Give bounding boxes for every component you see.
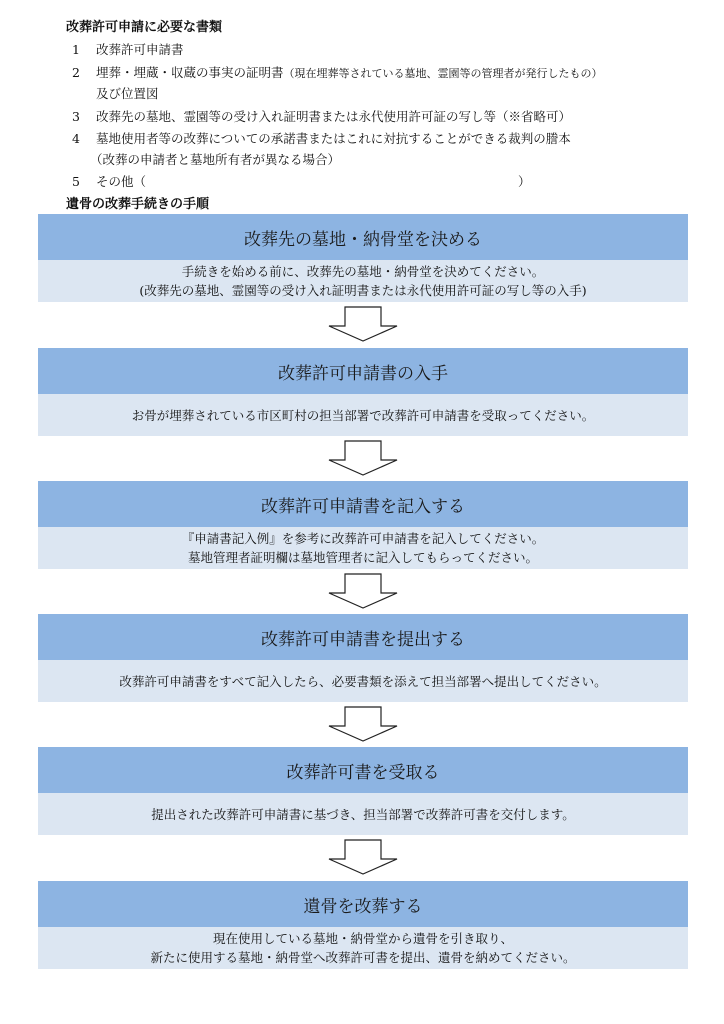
flow-step-2: [38, 348, 688, 436]
flow-title: 遺骨の改葬手続きの手順: [66, 197, 210, 212]
down-arrow-icon: [328, 573, 398, 609]
flow-step-line: 現在使用している墓地・納骨堂から遺骨を引き取り、: [212, 931, 513, 946]
requirement-text: その他（: [96, 174, 147, 189]
flow-step-3: [38, 481, 688, 569]
requirement-note: （現在埋葬等されている墓地、霊園等の管理者が発行したもの）: [283, 67, 603, 80]
requirement-text: 改葬許可申請書: [96, 42, 184, 57]
flow-step-heading: 改葬先の墓地・納骨堂を決める: [38, 214, 688, 260]
flow-step-6: [38, 881, 688, 969]
flow-step-5: [38, 747, 688, 835]
flow-step-description: [38, 260, 688, 302]
flow-step-heading: 改葬許可申請書を提出する: [38, 614, 688, 660]
requirement-continuation: 及び位置図: [96, 86, 159, 101]
requirement-continuation: （改葬の申請者と墓地所有者が異なる場合）: [90, 152, 341, 167]
requirement-item-4: [72, 130, 571, 148]
down-arrow-icon: [328, 706, 398, 742]
down-arrow-icon: [328, 440, 398, 476]
flow-step-description: [38, 527, 688, 569]
requirement-number: 2: [72, 65, 80, 80]
flow-step-description: [38, 793, 688, 835]
requirement-text: 埋葬・埋蔵・収蔵の事実の証明書: [96, 65, 284, 80]
flow-step-4: [38, 614, 688, 702]
flow-step-line: お骨が埋葬されている市区町村の担当部署で改葬許可申請書を受取ってください。: [131, 407, 595, 423]
requirements-title: 改葬許可申請に必要な書類: [66, 20, 223, 35]
flow-step-line: 墓地管理者証明欄は墓地管理者に記入してもらってください。: [187, 550, 538, 565]
requirement-number: 4: [72, 131, 80, 146]
down-arrow-icon: [328, 839, 398, 875]
requirement-item-1: [72, 41, 184, 59]
requirement-item-2: [72, 64, 603, 83]
requirement-number: 1: [72, 42, 80, 57]
requirement-number: 5: [72, 174, 80, 189]
requirement-item-5: [72, 173, 146, 191]
flow-step-line: 提出された改葬許可申請書に基づき、担当部署で改葬許可書を交付します。: [151, 806, 575, 822]
flow-step-1: [38, 214, 688, 302]
flow-step-heading: 改葬許可申請書を記入する: [38, 481, 688, 527]
requirement-item-3: [72, 108, 571, 126]
requirement-text: 墓地使用者等の改葬についての承諾書またはこれに対抗することができる裁判の謄本: [96, 131, 571, 146]
down-arrow-icon: [328, 306, 398, 342]
flow-step-description: [38, 660, 688, 702]
flow-step-line: 新たに使用する墓地・納骨堂へ改葬許可書を提出、遺骨を納めてください。: [150, 950, 576, 965]
flow-step-description: [38, 394, 688, 436]
flow-step-heading: 改葬許可申請書の入手: [38, 348, 688, 394]
flow-step-line: (改葬先の墓地、霊園等の受け入れ証明書または永代使用許可証の写し等の入手): [139, 283, 587, 298]
flow-step-heading: 遺骨を改葬する: [38, 881, 688, 927]
requirement-number: 3: [72, 109, 80, 124]
flow-step-line: 『申請書記入例』を参考に改葬許可申請書を記入してください。: [181, 531, 545, 546]
flow-step-heading: 改葬許可書を受取る: [38, 747, 688, 793]
flow-step-line: 改葬許可申請書をすべて記入したら、必要書類を添えて担当部署へ提出してください。: [119, 673, 607, 689]
flow-step-description: [38, 927, 688, 969]
requirement-close-paren: ）: [518, 174, 531, 189]
requirement-text: 改葬先の墓地、霊園等の受け入れ証明書または永代使用許可証の写し等（※省略可）: [96, 109, 572, 124]
flow-step-line: 手続きを始める前に、改葬先の墓地・納骨堂を決めてください。: [181, 264, 545, 279]
